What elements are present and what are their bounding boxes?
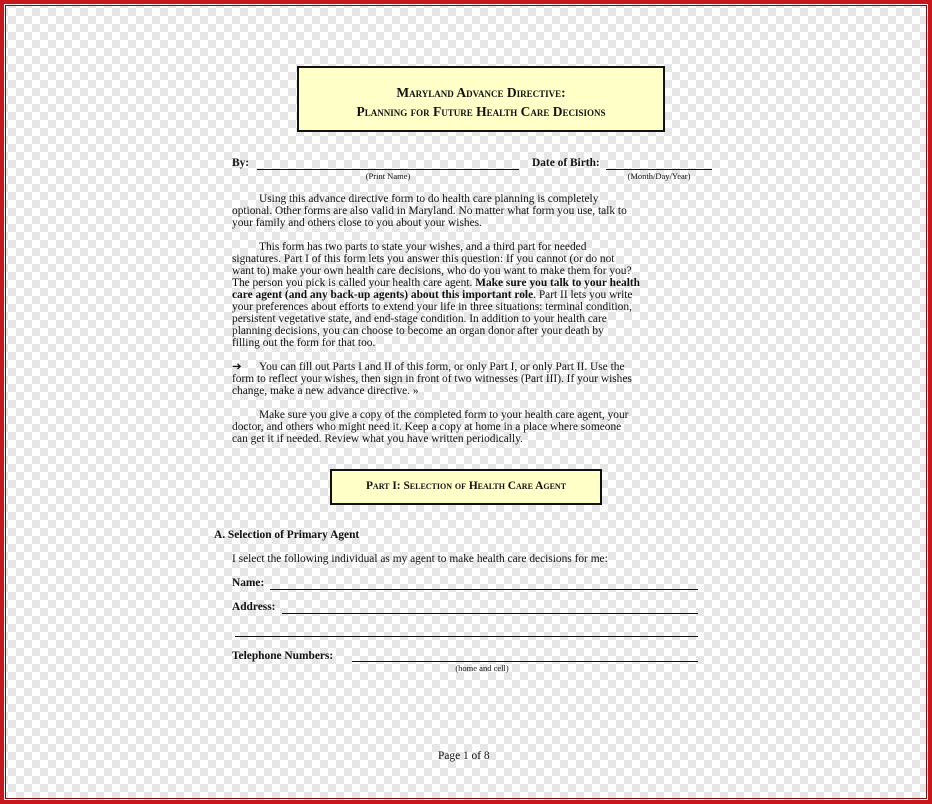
dob-hint: (Month/Day/Year) bbox=[627, 171, 691, 181]
paragraph2-line: This form has two parts to state your wishes, and a third part for needed bbox=[259, 241, 587, 253]
paragraph1-line: your family and others close to you about your wishes. bbox=[232, 217, 482, 229]
paragraph1-line: Using this advance directive form to do health care planning is completely bbox=[259, 193, 599, 205]
address-field-line2[interactable] bbox=[235, 636, 698, 637]
by-label: By: bbox=[232, 157, 250, 169]
name-field[interactable] bbox=[270, 589, 698, 590]
document-title-line1: Maryland Advance Directive: bbox=[396, 85, 566, 100]
paragraph2-line: signatures. Part I of this form lets you answer this question: If you cannot (or do not bbox=[232, 253, 615, 265]
paragraph2-line: want to) make your own health care decisions, who do you want to make them for you? bbox=[232, 265, 632, 277]
telephone-label: Telephone Numbers: bbox=[232, 650, 334, 662]
telephone-hint: (home and cell) bbox=[455, 663, 509, 673]
paragraph2-text: . Part II lets you write bbox=[533, 289, 633, 301]
paragraph2-line: your preferences about efforts to extend your life in three situations: terminal condition, bbox=[232, 301, 632, 313]
paragraph4-line: can get it if needed. Review what you have written periodically. bbox=[232, 433, 523, 445]
document-title-line2: Planning for Future Health Care Decisions bbox=[356, 104, 606, 119]
telephone-field[interactable] bbox=[352, 661, 698, 662]
part1-heading-box bbox=[330, 469, 602, 505]
section-a-intro: I select the following individual as my agent to make health care decisions for me: bbox=[232, 553, 608, 565]
section-a-heading: A. Selection of Primary Agent bbox=[214, 529, 360, 541]
document-title-box bbox=[297, 66, 665, 132]
paragraph2-line: persistent vegetative state, and end-stage condition. In addition to your health care bbox=[232, 313, 607, 325]
dob-field[interactable] bbox=[606, 169, 712, 170]
paragraph1-line: optional. Other forms are also valid in Maryland. No matter what form you use, talk to bbox=[232, 205, 627, 217]
address-field[interactable] bbox=[282, 613, 698, 614]
paragraph4-line: doctor, and others who might need it. Keep a copy at home in a place where someone bbox=[232, 421, 622, 433]
paragraph2-line: filling out the form for that too. bbox=[232, 337, 376, 349]
name-label: Name: bbox=[232, 577, 265, 589]
address-label: Address: bbox=[232, 601, 276, 613]
print-name-field[interactable] bbox=[257, 169, 519, 170]
paragraph2-emphasis: care agent (and any back-up agents) about this important role bbox=[232, 289, 534, 301]
paragraph2-line: planning decisions, you can choose to become an organ donor after your death by bbox=[232, 325, 604, 337]
paragraph2-text: The person you pick is called your health care agent. bbox=[232, 277, 476, 289]
print-name-hint: (Print Name) bbox=[365, 171, 411, 181]
paragraph2-line bbox=[232, 289, 632, 301]
dob-label: Date of Birth: bbox=[532, 157, 600, 169]
arrow-icon: ➔ bbox=[232, 361, 242, 373]
page-number: Page 1 of 8 bbox=[438, 750, 490, 762]
paragraph4-line: Make sure you give a copy of the completed form to your health care agent, your bbox=[259, 409, 629, 421]
paragraph3-line: form to reflect your wishes, then sign in front of two witnesses (Part III). If your wishes bbox=[232, 373, 632, 385]
paragraph3-line: change, make a new advance directive. » bbox=[232, 385, 419, 397]
paragraph2-emphasis: Make sure you talk to your health bbox=[475, 277, 640, 289]
part1-heading: Part I: Selection of Health Care Agent bbox=[365, 480, 567, 492]
paragraph2-line bbox=[232, 277, 640, 289]
paragraph3-line: You can fill out Parts I and II of this form, or only Part I, or only Part II. Use the bbox=[259, 361, 625, 373]
